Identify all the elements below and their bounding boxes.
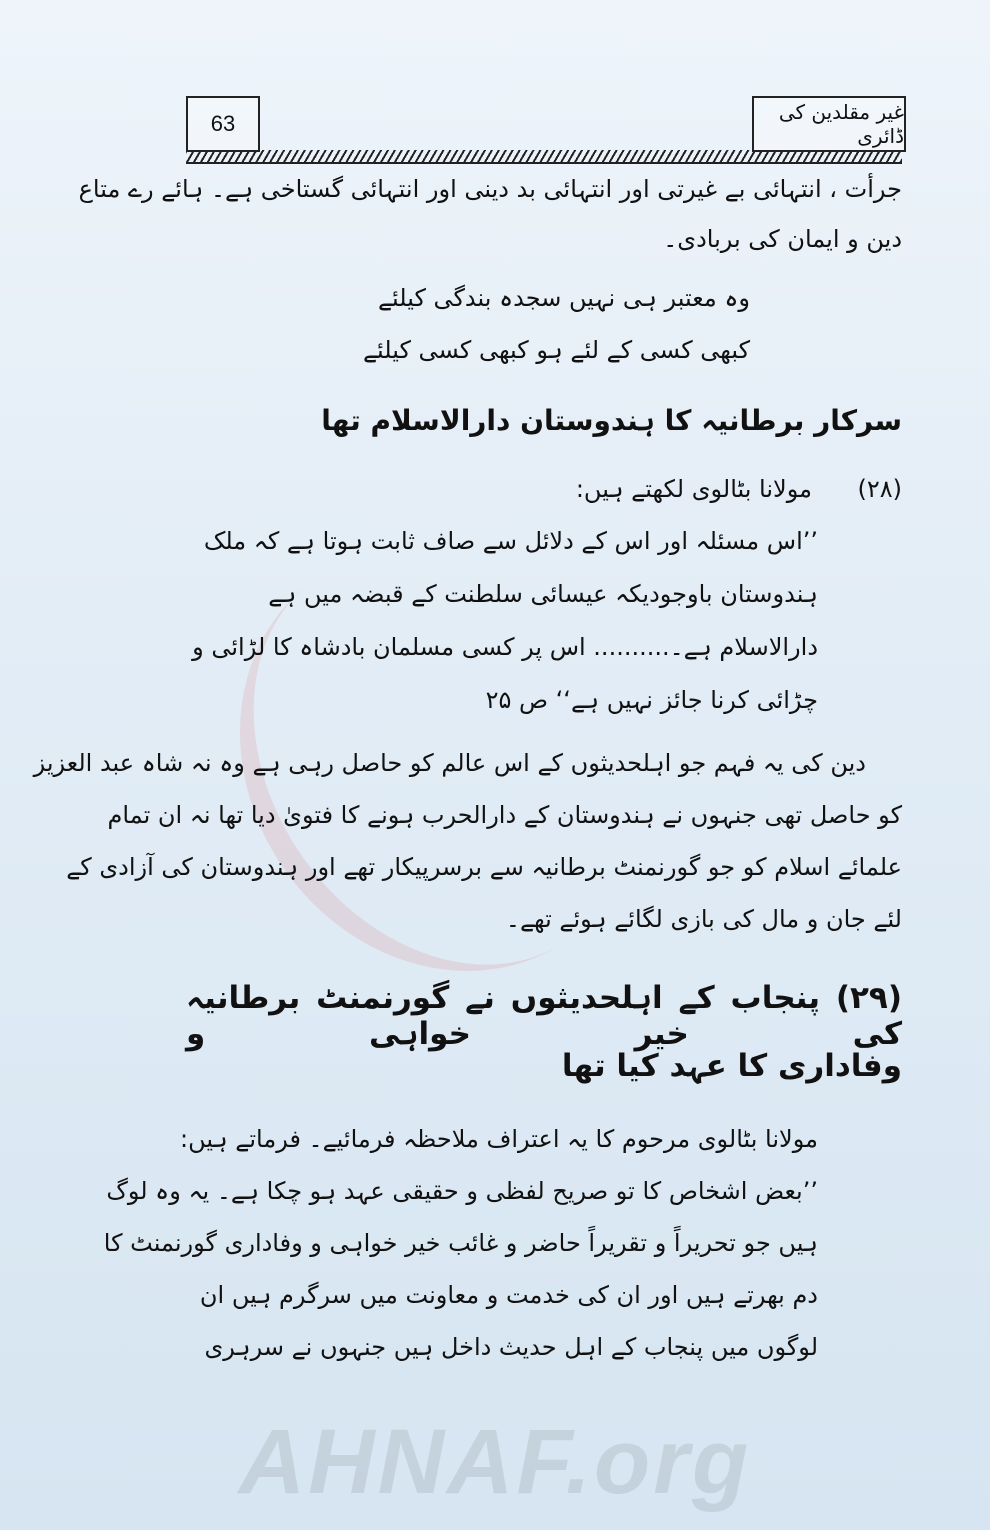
- paragraph-line: علمائے اسلام کو جو گورنمنٹ برطانیہ سے برسرپیکار تھے اور ہندوستان کی آزادی کے: [66, 853, 902, 881]
- paragraph-line: جرأت ، انتہائی بے غیرتی اور انتہائی بد دینی اور انتہائی گستاخی ہے۔ ہائے رے متاع: [78, 175, 902, 203]
- quote-line: دم بھرتے ہیں اور ان کی خدمت و معاونت میں سرگرم ہیں ان: [199, 1281, 818, 1309]
- paragraph-line: دین و ایمان کی بربادی۔: [663, 225, 902, 253]
- quote-line: چڑائی کرنا جائز نہیں ہے‘‘ ص ۲۵: [485, 686, 818, 714]
- quote-line: دارالاسلام ہے۔.......... اس پر کسی مسلمان بادشاہ کا لڑائی و: [192, 633, 818, 661]
- quote-line: ہندوستان باوجودیکہ عیسائی سلطنت کے قبضہ میں ہے: [268, 580, 818, 608]
- quote-line: ’’اس مسئلہ اور اس کے دلائل سے صاف ثابت ہوتا ہے کہ ملک: [203, 527, 818, 555]
- quote-intro: مولانا بٹالوی مرحوم کا یہ اعتراف ملاحظہ فرمائیے۔ فرماتے ہیں:: [180, 1125, 818, 1153]
- paragraph-line: لئے جان و مال کی بازی لگائے ہوئے تھے۔: [505, 905, 902, 933]
- book-title: غیر مقلدین کی ڈائری: [752, 96, 906, 152]
- quote-line: ہیں جو تحریراً و تقریراً حاضر و غائب خیر خواہی و وفاداری گورنمنٹ کا: [103, 1229, 818, 1257]
- section-heading: (۲۹) پنجاب کے اہلحدیثوں نے گورنمنٹ برطانیہ کی خیر خواہی و: [186, 980, 902, 1052]
- page-number: 63: [186, 96, 260, 152]
- section-number: (۲۸): [857, 475, 902, 503]
- quote-intro: مولانا بٹالوی لکھتے ہیں:: [575, 475, 812, 503]
- poem-line: وہ معتبر ہی نہیں سجدہ بندگی کیلئے: [377, 284, 750, 312]
- section-heading: وفاداری کا عہد کیا تھا: [561, 1048, 902, 1084]
- poem-line: کبھی کسی کے لئے ہو کبھی کسی کیلئے: [362, 336, 750, 364]
- paragraph-line: کو حاصل تھی جنہوں نے ہندوستان کے دارالحرب ہونے کا فتویٰ دیا تھا نہ ان تمام: [107, 801, 902, 829]
- quote-line: ’’بعض اشخاص کا تو صریح لفظی و حقیقی عہد ہو چکا ہے۔ یہ وہ لوگ: [106, 1177, 818, 1205]
- section-heading: سرکار برطانیہ کا ہندوستان دارالاسلام تھا: [321, 404, 902, 437]
- header-divider: [186, 150, 902, 164]
- paragraph-line: دین کی یہ فہم جو اہلحدیثوں کے اس عالم کو حاصل رہی ہے وہ نہ شاہ عبد العزیز: [33, 749, 866, 777]
- footer-watermark: AHNAF.org: [238, 1411, 752, 1513]
- quote-line: لوگوں میں پنجاب کے اہل حدیث داخل ہیں جنہوں نے سرہری: [204, 1333, 818, 1361]
